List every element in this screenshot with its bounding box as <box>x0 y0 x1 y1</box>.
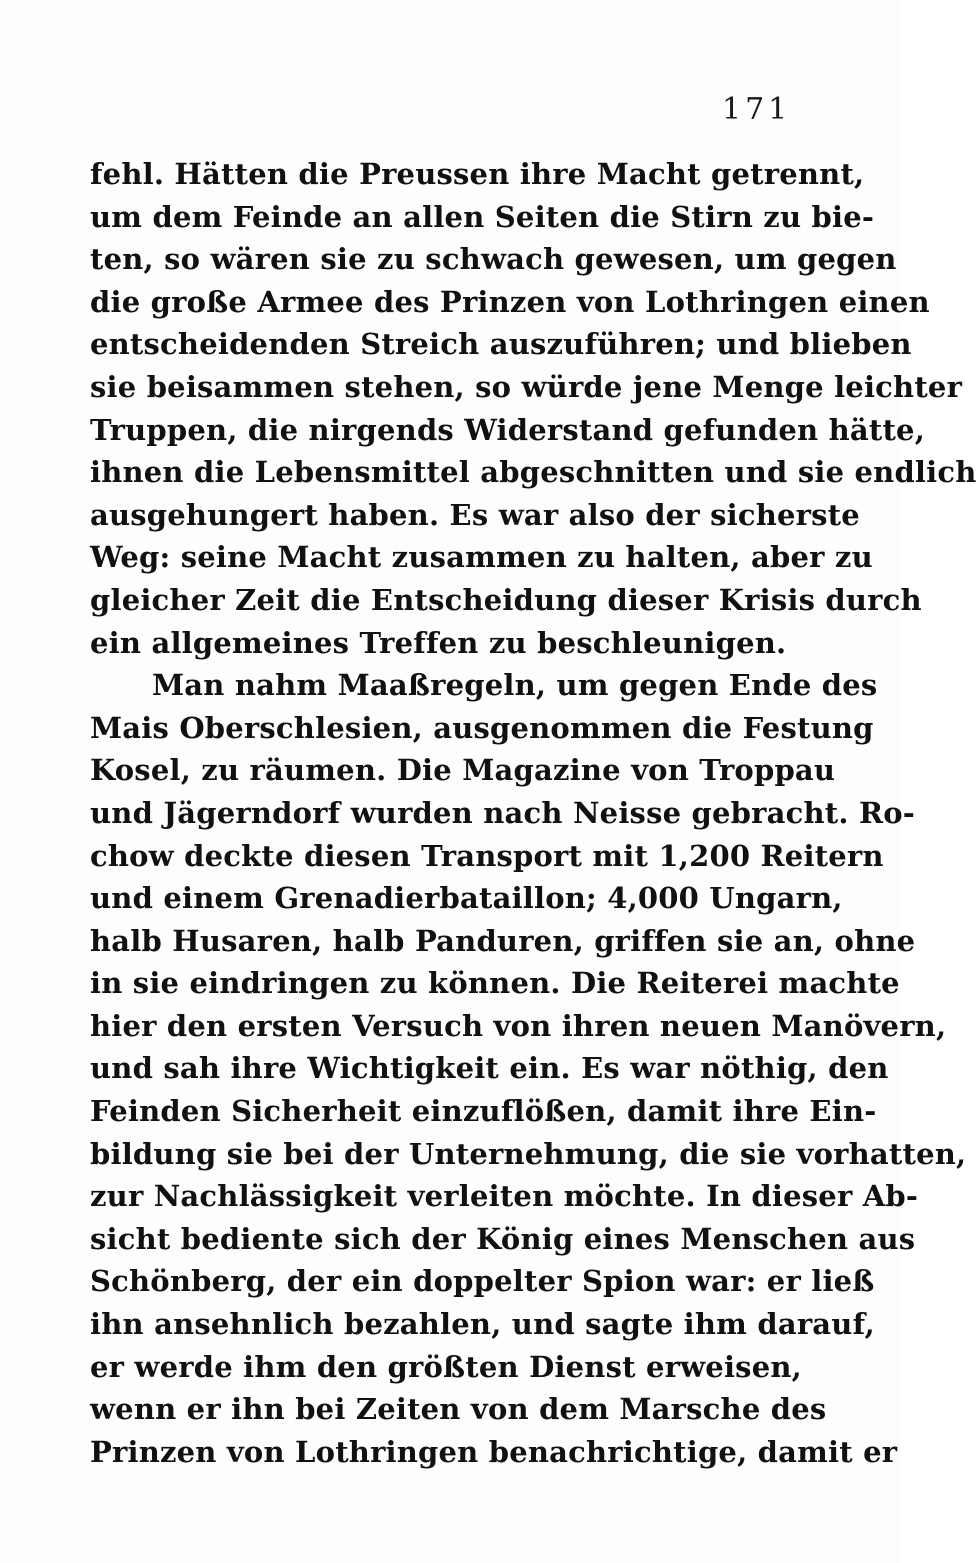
text-line: hier den ersten Versuch von ihren neuen Manövern, <box>90 1008 947 1043</box>
text-line: und einem Grenadierbataillon; 4,000 Ungarn, <box>90 881 843 916</box>
text-line: in sie eindringen zu können. Die Reiterei machte <box>90 966 900 1001</box>
text-line: Mais Oberschlesien, ausgenommen die Festung <box>90 710 874 745</box>
text-line: ein allgemeines Treffen zu beschleunigen. <box>90 625 787 660</box>
text-line: halb Husaren, halb Panduren, griffen sie an, ohne <box>90 923 916 958</box>
text-line: Kosel, zu räumen. Die Magazine von Troppau <box>90 753 836 788</box>
text-line: fehl. Hätten die Preussen ihre Macht getrennt, <box>90 157 865 191</box>
text-line: gleicher Zeit die Entscheidung dieser Krisis durch <box>90 582 922 617</box>
text-line: ausgehungert haben. Es war also der sicherste <box>90 497 860 532</box>
text-line: und Jägerndorf wurden nach Neisse gebracht. Ro- <box>90 795 916 830</box>
text-line: die große Armee des Prinzen von Lothringen einen <box>90 284 930 319</box>
text-line: sicht bediente sich der König eines Menschen aus <box>90 1221 916 1256</box>
text-line: ihnen die Lebensmittel abgeschnitten und sie endlich <box>90 455 977 490</box>
text-line: Weg: seine Macht zusammen zu halten, aber zu <box>90 540 873 575</box>
page-number: 171 <box>722 92 792 127</box>
text-line: sie beisammen stehen, so würde jene Menge leichter <box>90 369 963 404</box>
text-line: und sah ihre Wichtigkeit ein. Es war nöthig, den <box>90 1051 889 1086</box>
text-line: Prinzen von Lothringen benachrichtige, damit er <box>90 1434 898 1469</box>
text-line: Feinden Sicherheit einzuflößen, damit ihre Ein- <box>90 1094 877 1129</box>
text-line: um dem Feinde an allen Seiten die Stirn zu bie- <box>90 199 875 234</box>
body-text <box>90 153 977 1473</box>
text-line: bildung sie bei der Unternehmung, die sie vorhatten, <box>90 1136 967 1171</box>
text-line: wenn er ihn bei Zeiten von dem Marsche des <box>90 1392 827 1427</box>
text-line: Schönberg, der ein doppelter Spion war: er ließ <box>90 1264 875 1299</box>
text-line: ihn ansehnlich bezahlen, und sagte ihm darauf, <box>90 1307 875 1342</box>
text-line: Truppen, die nirgends Widerstand gefunden hätte, <box>90 412 925 447</box>
text-line: entscheidenden Streich auszuführen; und blieben <box>90 327 912 362</box>
text-line: er werde ihm den größten Dienst erweisen, <box>90 1349 802 1384</box>
text-line: zur Nachlässigkeit verleiten möchte. In dieser Ab- <box>90 1179 919 1214</box>
text-line: ten, so wären sie zu schwach gewesen, um gegen <box>90 242 897 277</box>
text-line: Man nahm Maaßregeln, um gegen Ende des <box>152 668 878 703</box>
text-line: chow deckte diesen Transport mit 1,200 Reitern <box>90 838 884 873</box>
